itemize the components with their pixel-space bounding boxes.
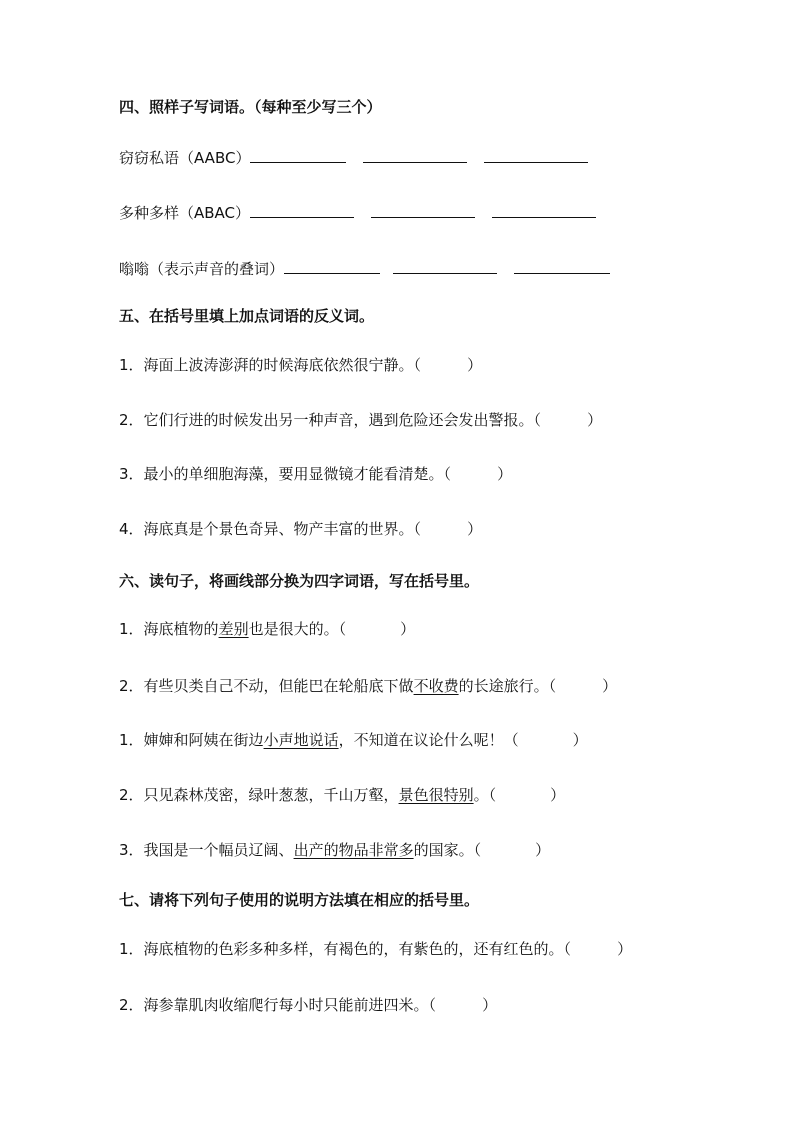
question-item bbox=[119, 355, 482, 375]
question-text: 我国是一个幅员辽阔、 bbox=[143, 841, 294, 859]
pattern-label: 窃窃私语（AABC） bbox=[119, 149, 251, 167]
question-text: 也是很大的。（ bbox=[248, 620, 347, 638]
answer-blank[interactable] bbox=[492, 201, 596, 218]
question-item bbox=[119, 676, 617, 696]
pattern-label: 嗡嗡（表示声音的叠词） bbox=[119, 260, 285, 278]
question-text: 婶婶和阿姨在街边 bbox=[143, 731, 264, 749]
section-7-title: 七、请将下列句子使用的说明方法填在相应的括号里。 bbox=[119, 891, 480, 909]
question-number: 2． bbox=[119, 996, 144, 1014]
question-item bbox=[119, 410, 602, 430]
question-number: 4． bbox=[119, 520, 144, 538]
underlined-phrase: 不收费 bbox=[413, 677, 459, 695]
question-item bbox=[119, 939, 632, 959]
question-number: 1． bbox=[119, 940, 144, 958]
close-paren: ） bbox=[550, 786, 566, 804]
question-number: 2． bbox=[119, 786, 144, 804]
close-paren: ） bbox=[467, 356, 483, 374]
close-paren: ） bbox=[482, 996, 498, 1014]
close-paren: ） bbox=[535, 841, 551, 859]
question-number: 2． bbox=[119, 411, 144, 429]
question-number: 2． bbox=[119, 677, 144, 695]
answer-blank[interactable] bbox=[363, 146, 467, 163]
question-text: 最小的单细胞海藻，要用显微镜才能看清楚。（ bbox=[143, 465, 452, 483]
question-text: 海底植物的 bbox=[143, 620, 219, 638]
section-4-title: 四、照样子写词语。（每种至少写三个） bbox=[119, 98, 382, 116]
underlined-phrase: 景色很特别 bbox=[398, 786, 474, 804]
question-number: 1． bbox=[119, 356, 144, 374]
answer-blank[interactable] bbox=[284, 257, 380, 274]
question-number: 1． bbox=[119, 731, 144, 749]
question-number: 1． bbox=[119, 620, 144, 638]
question-text: 的国家。（ bbox=[413, 841, 482, 859]
answer-blank[interactable] bbox=[484, 146, 588, 163]
close-paren: ） bbox=[572, 731, 588, 749]
answer-blank[interactable] bbox=[250, 146, 346, 163]
pattern-label: 多种多样（ABAC） bbox=[119, 204, 251, 222]
close-paren: ） bbox=[400, 620, 416, 638]
question-item bbox=[119, 730, 588, 750]
word-pattern-row bbox=[119, 201, 596, 223]
question-text: ，不知道在议论什么呢！（ bbox=[338, 731, 519, 749]
question-text: 的长途旅行。（ bbox=[458, 677, 557, 695]
underlined-phrase: 差别 bbox=[218, 620, 249, 638]
section-5-title: 五、在括号里填上加点词语的反义词。 bbox=[119, 307, 375, 325]
question-text: 海参靠肌肉收缩爬行每小时只能前进四米。（ bbox=[143, 996, 437, 1014]
question-number: 3． bbox=[119, 465, 144, 483]
word-pattern-row bbox=[119, 146, 588, 168]
question-text: 海面上波涛澎湃的时候海底依然很宁静。（ bbox=[143, 356, 422, 374]
question-item bbox=[119, 519, 482, 539]
close-paren: ） bbox=[617, 940, 633, 958]
question-number: 3． bbox=[119, 841, 144, 859]
answer-blank[interactable] bbox=[393, 257, 497, 274]
answer-blank[interactable] bbox=[250, 201, 354, 218]
close-paren: ） bbox=[587, 411, 603, 429]
close-paren: ） bbox=[467, 520, 483, 538]
section-6-title: 六、读句子，将画线部分换为四字词语，写在括号里。 bbox=[119, 572, 480, 590]
close-paren: ） bbox=[602, 677, 618, 695]
answer-blank[interactable] bbox=[514, 257, 610, 274]
question-text: 海底真是个景色奇异、物产丰富的世界。（ bbox=[143, 520, 422, 538]
answer-blank[interactable] bbox=[371, 201, 475, 218]
word-pattern-row bbox=[119, 257, 610, 279]
close-paren: ） bbox=[497, 465, 513, 483]
question-text: 。（ bbox=[473, 786, 497, 804]
underlined-phrase: 出产的物品非常多 bbox=[293, 841, 414, 859]
question-item bbox=[119, 619, 415, 639]
underlined-phrase: 小声地说话 bbox=[263, 731, 339, 749]
question-text: 有些贝类自己不动，但能巴在轮船底下做 bbox=[143, 677, 414, 695]
question-item bbox=[119, 995, 497, 1015]
question-text: 海底植物的色彩多种多样，有褐色的，有紫色的，还有红色的。（ bbox=[143, 940, 572, 958]
question-text: 它们行进的时候发出另一种声音，遇到危险还会发出警报。（ bbox=[143, 411, 542, 429]
question-item bbox=[119, 785, 565, 805]
question-text: 只见森林茂密，绿叶葱葱，千山万壑， bbox=[143, 786, 399, 804]
question-item bbox=[119, 840, 550, 860]
question-item bbox=[119, 464, 512, 484]
